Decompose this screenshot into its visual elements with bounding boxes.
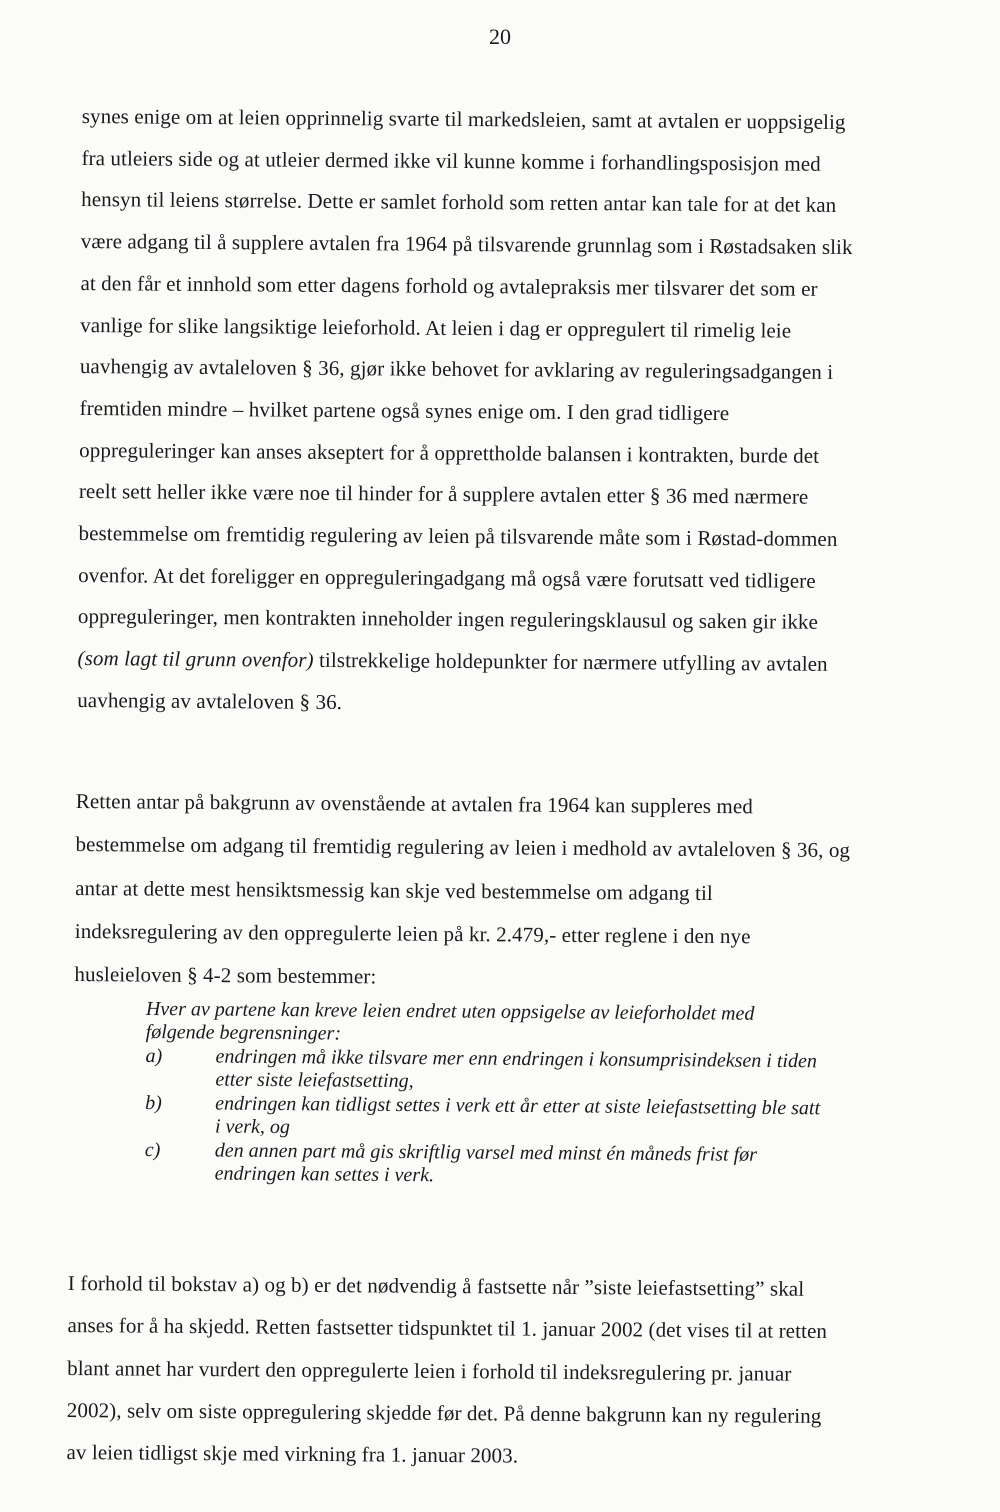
item-text — [215, 1093, 965, 1144]
quote-line: i verk, og — [214, 1115, 291, 1138]
paragraph-2 — [74, 780, 976, 1004]
text-line: vanlige for slike langsiktige leieforhold. At leien i dag er oppregulert til rimelig leie — [80, 312, 792, 343]
text-line: Retten antar på bakgrunn av ovenstående at avtalen fra 1964 kan suppleres med — [75, 788, 754, 819]
text-line: anses for å ha skjedd. Retten fastsetter tidspunktet til 1. januar 2002 (det vises til at retten — [67, 1313, 828, 1344]
text-line: oppreguleringer, men kontrakten inneholder ingen reguleringsklausul og saken gir ikke — [77, 604, 819, 635]
text-line — [77, 638, 957, 687]
text-line: husleieloven § 4-2 som bestemmer: — [74, 962, 377, 989]
text-fragment: tilstrekkelige holdepunkter for nærmere utfylling av avtalen — [313, 647, 828, 677]
text-line: være adgang til å supplere avtalen fra 1964 på tilsvarende grunnlag som i Røstadsaken slik — [80, 229, 853, 260]
text-line: bestemmelse om fremtidig regulering av leien på tilsvarende måte som i Røstad-dommen — [78, 521, 838, 551]
page-number: 20 — [489, 24, 511, 49]
text-line: ovenfor. At det foreligger en oppreguleringadgang må også være forutsatt ved tidligere — [78, 562, 816, 593]
text-line: I forhold til bokstav a) og b) er det nødvendig å fastsette når ”siste leiefastsetting” skal — [67, 1270, 805, 1301]
quote-line: endringen kan tidligst settes i verk ett år etter at siste leiefastsetting ble satt — [215, 1092, 821, 1120]
text-line: hensyn til leiens størrelse. Dette er samlet forhold som retten antar kan tale for at det kan — [81, 187, 837, 218]
quote-line: endringen kan settes i verk. — [214, 1162, 435, 1186]
text-line: bestemmelse om adgang til fremtidig regulering av leien i medhold av avtaleloven § 36, og — [75, 832, 851, 863]
quote-line: Hver av partene kan kreve leien endret uten oppsigelse av leieforholdet med — [145, 998, 755, 1025]
item-text — [215, 1140, 965, 1191]
text-line: fremtiden mindre – hvilket partene også synes enige om. I den grad tidligere — [79, 395, 730, 426]
item-marker: c) — [144, 1138, 161, 1162]
text-line: fra utleiers side og at utleier dermed ikke vil kunne komme i forhandlingsposisjon med — [81, 145, 821, 176]
text-line: uavhengig av avtaleloven § 36. — [77, 687, 343, 714]
quote-line: den annen part må gis skriftlig varsel med minst én måneds frist før — [214, 1139, 758, 1166]
item-marker: a) — [145, 1044, 163, 1068]
quote-line: endringen må ikke tilsvare mer enn endringen i konsumprisindeksen i tiden — [215, 1045, 817, 1073]
quote-item-a — [145, 1045, 965, 1096]
text-line: antar at dette mest hensiktsmessig kan skje ved bestemmelse om adgang til — [75, 875, 713, 905]
text-line: uavhengig av avtaleloven § 36, gjør ikke behovet for avklaring av reguleringsadgangen i — [79, 354, 834, 385]
italic-aside: (som lagt til grunn ovenfor) — [77, 646, 314, 672]
text-line: at den får et innhold som etter dagens forhold og avtalepraksis mer tilsvarer det som er — [80, 270, 818, 301]
text-line: 2002), selv om siste oppregulering skjedde før det. På denne bakgrunn kan ny regulering — [66, 1397, 822, 1428]
paragraph-1 — [77, 96, 962, 728]
quote-item-b — [145, 1092, 965, 1143]
item-marker: b) — [145, 1091, 162, 1115]
text-line: blant annet har vurdert den oppregulerte leien i forhold til indeksregulering pr. januar — [67, 1355, 792, 1386]
text-line: av leien tidligst skje med virkning fra 1. januar 2003. — [66, 1440, 519, 1468]
paragraph-3 — [66, 1262, 968, 1481]
text-line: reelt sett heller ikke være noe til hinder for å supplere avtalen etter § 36 med nærmere — [78, 479, 809, 510]
text-line: indeksregulering av den oppregulerte leien på kr. 2.479,- etter reglene i den nye — [74, 918, 751, 949]
quote-line: følgende begrensninger: — [145, 1020, 342, 1045]
item-text — [215, 1046, 965, 1097]
text-line: synes enige om at leien opprinnelig svarte til markedsleien, samt at avtalen er uoppsigelig — [81, 103, 846, 134]
quote-line: etter siste leiefastsetting, — [215, 1068, 414, 1092]
text-line: oppreguleringer kan anses akseptert for å opprettholde balansen i kontrakten, burde det — [79, 437, 820, 468]
quote-item-c — [145, 1139, 965, 1190]
statute-quote — [145, 998, 966, 1190]
